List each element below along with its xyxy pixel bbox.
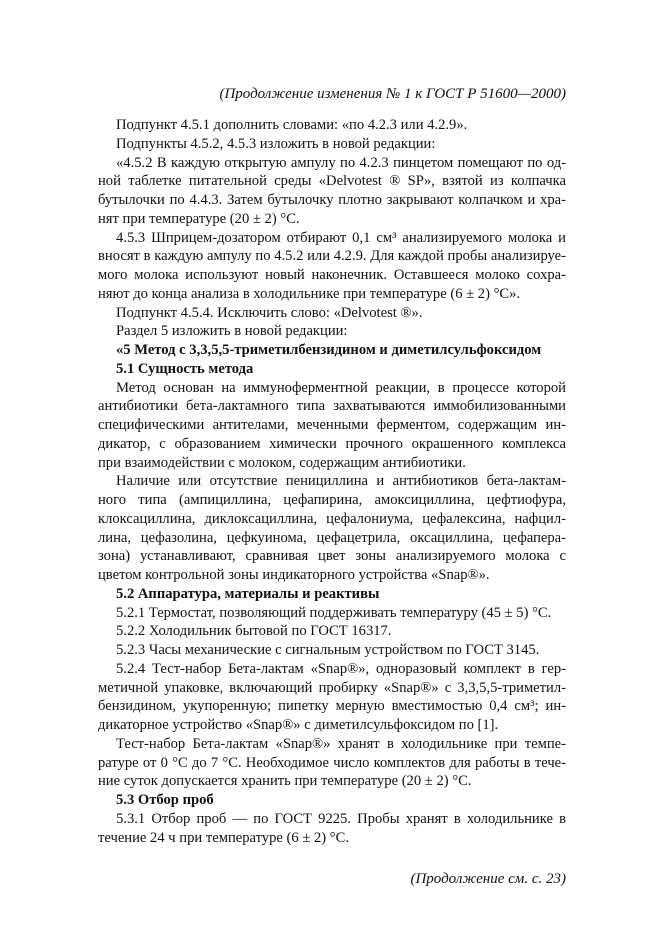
paragraph <box>98 604 566 623</box>
text-line: 5.2.3 Часы механические с сигнальным устройством по ГОСТ 3145. <box>116 642 540 658</box>
text-line: ние суток допускается хранить при температуре (20 ± 2) °С. <box>98 773 472 790</box>
paragraph <box>98 660 566 735</box>
text-line: «4.5.2 В каждую открытую ампулу по 4.2.3 пинцетом помещают по од- <box>116 154 566 171</box>
section-heading <box>98 360 566 379</box>
continuation-footer: (Продолжение см. с. 23) <box>410 871 566 887</box>
text-line: течение 24 ч при температуре (6 ± 2) °С. <box>98 829 350 846</box>
text-line: няют до конца анализа в холодильнике при температуре (6 ± 2) °С». <box>98 285 521 302</box>
text-line: ной таблетке питательной среды «Delvotest ® SP», взятой из колпачка <box>98 173 566 190</box>
running-header: (Продолжение изменения № 1 к ГОСТ Р 51600—2000) <box>219 86 566 102</box>
text-line: ратуре от 0 °С до 7 °С. Необходимое число комплектов для работы в тече- <box>98 754 566 771</box>
text-line: Раздел 5 изложить в новой редакции: <box>116 323 348 340</box>
text-line: клоксациллина, диклоксациллина, цефалониума, цефалексина, нафцил- <box>98 510 566 527</box>
section-heading <box>98 791 566 810</box>
paragraph <box>98 322 566 341</box>
paragraph <box>98 116 566 135</box>
text-line: 4.5.3 Шприцем-дозатором отбирают 0,1 см³ анализируемого молока и <box>116 229 566 246</box>
paragraph <box>98 135 566 154</box>
document-body <box>98 116 566 847</box>
text-line: антибиотики бета-лактамного типа захватываются иммобилизованными <box>98 398 566 415</box>
text-line: Подпункт 4.5.4. Исключить слово: «Delvotest ®». <box>116 304 423 321</box>
text-line: 5.2.2 Холодильник бытовой по ГОСТ 16317. <box>116 623 392 640</box>
paragraph <box>98 622 566 641</box>
text-line: специфическими антителами, меченными ферментом, содержащим ин- <box>98 417 566 433</box>
text-line: нят при температуре (20 ± 2) °С. <box>98 210 300 227</box>
text-line: 5.2.1 Термостат, позволяющий поддерживать температуру (45 ± 5) °С. <box>116 604 552 621</box>
text-line: зона) устанавливают, сравнивая цвет зоны анализируемого молока с <box>98 548 566 565</box>
text-line: при взаимодействии с молоком, содержащим антибиотики. <box>98 454 466 471</box>
text-line: метичной упаковке, включающий пробирку «Snap®» с 3,3,5,5-триметил- <box>98 679 566 696</box>
text-line: 5.2 Аппаратура, материалы и реактивы <box>116 585 380 602</box>
paragraph <box>98 304 566 323</box>
text-line: ного типа (ампициллина, цефапирина, амоксициллина, цефтиофура, <box>98 492 566 508</box>
text-line: 5.1 Сущность метода <box>116 360 254 377</box>
section-heading <box>98 585 566 604</box>
text-line: Тест-набор Бета-лактам «Snap®» хранят в холодильнике при темпе- <box>116 735 566 752</box>
paragraph <box>98 379 566 473</box>
text-line: лина, цефазолина, цефкуинома, цефацетрила, оксациллина, цефапера- <box>98 529 566 546</box>
text-line: мого молока используют новый наконечник. Оставшееся молоко сохра- <box>98 267 566 283</box>
text-line: 5.2.4 Тест-набор Бета-лактам «Snap®», одноразовый комплект в гер- <box>116 660 566 677</box>
text-line: Подпункты 4.5.2, 4.5.3 изложить в новой редакции: <box>116 135 436 152</box>
paragraph <box>98 229 566 304</box>
paragraph <box>98 472 566 585</box>
text-line: Подпункт 4.5.1 дополнить словами: «по 4.2.3 или 4.2.9». <box>116 117 468 133</box>
paragraph <box>98 641 566 660</box>
text-line: дикаторное устройство «Snap®» с диметилсульфоксидом по [1]. <box>98 717 499 733</box>
text-line: 5.3 Отбор проб <box>116 792 214 808</box>
section-heading <box>98 341 566 360</box>
paragraph <box>98 735 566 791</box>
text-line: цветом контрольной зоны индикаторного устройства «Snap®». <box>98 567 490 583</box>
paragraph <box>98 154 566 229</box>
text-line: «5 Метод с 3,3,5,5-триметилбензидином и диметилсульфоксидом <box>116 342 542 358</box>
text-line: дикатор, с образованием химически прочного окрашенного комплекса <box>98 435 566 452</box>
paragraph <box>98 810 566 848</box>
text-line: Наличие или отсутствие пенициллина и антибиотиков бета-лактам- <box>116 473 566 490</box>
text-line: вносят в каждую ампулу по 4.5.2 или 4.2.9. Для каждой пробы анализируе- <box>98 248 566 265</box>
text-line: 5.3.1 Отбор проб — по ГОСТ 9225. Пробы хранят в холодильнике в <box>116 810 566 827</box>
text-line: бензидином, укупоренную; пипетку мерную вместимостью 0,4 см³; ин- <box>98 698 566 715</box>
text-line: бутылочки по 4.4.3. Затем бутылочку плотно закрывают колпачком и хра- <box>98 192 566 208</box>
text-line: Метод основан на иммуноферментной реакции, в процессе которой <box>116 379 566 396</box>
